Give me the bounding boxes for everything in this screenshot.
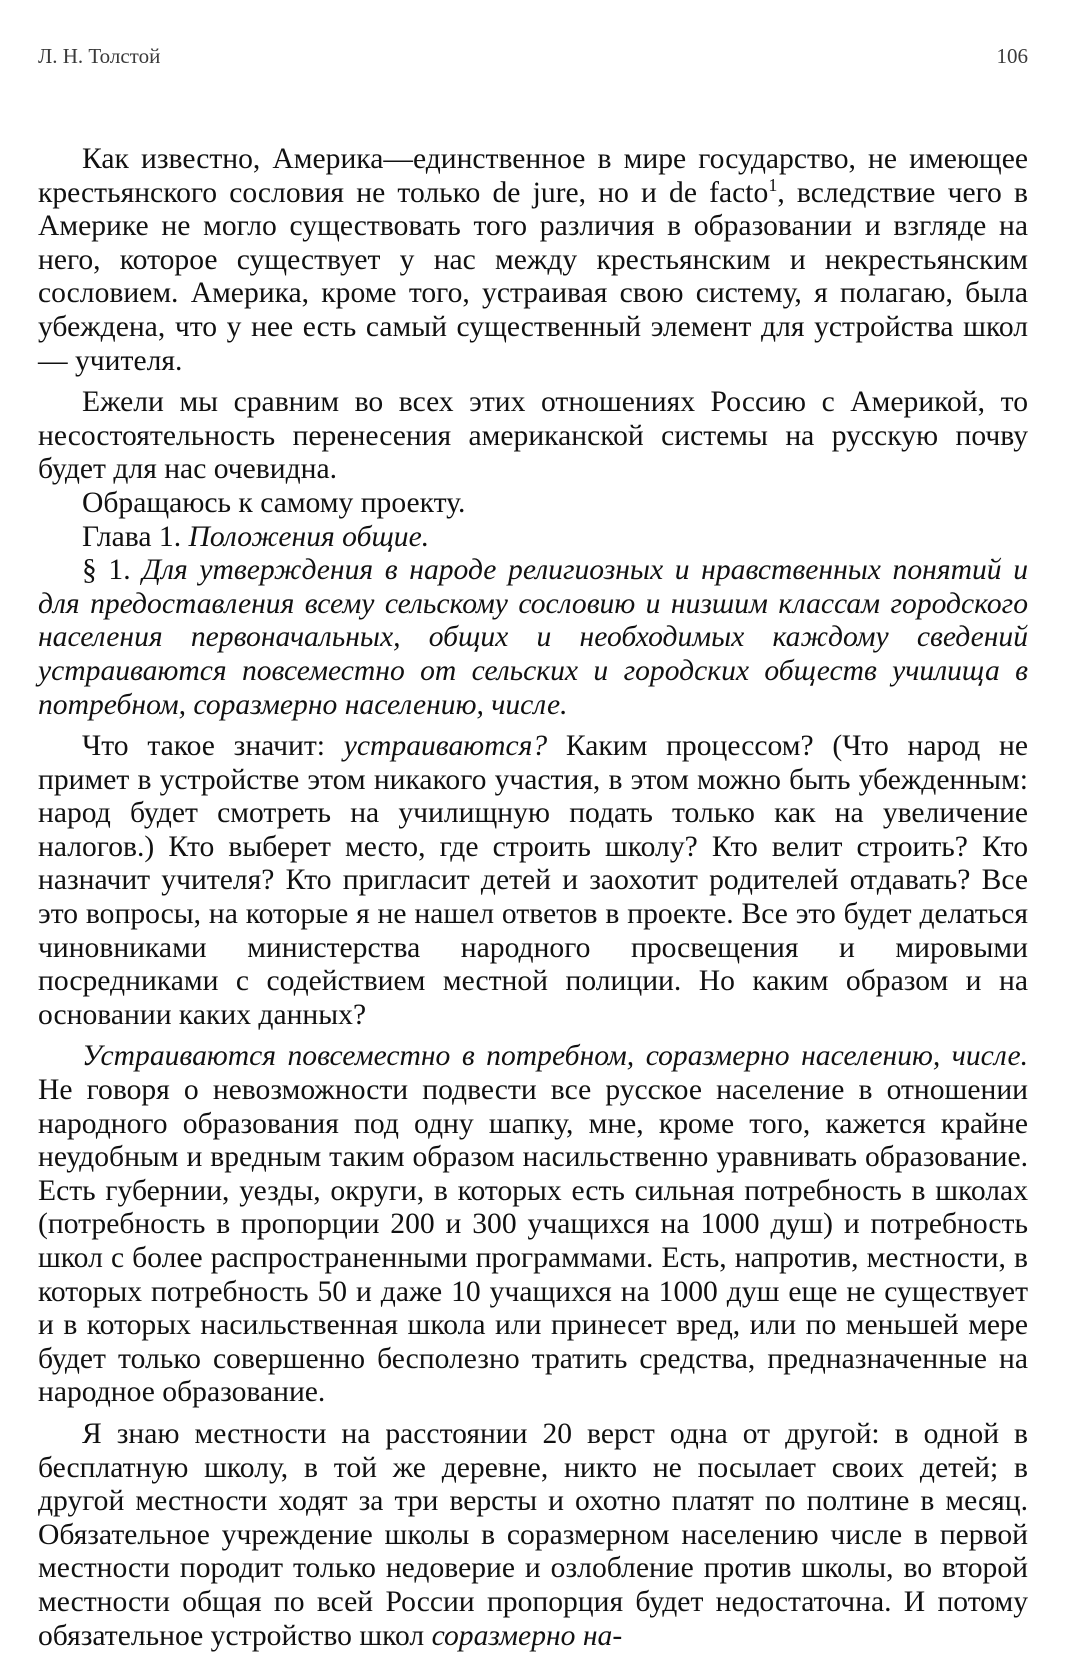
text-run: Каким процессом? (Что народ не примет в устройстве этом никакого участия, в этом можно быть убежденным: народ будет смотреть на училищную подать только как на увеличение налогов.) Кто выберет место, где строить школу? Кто велит строить? Кто назначит учителя? Кто пригласит детей и заохотит родителей отдавать? Все это вопросы, на которые я не нашел ответов в проекте. Все это будет делаться чиновниками министерства народного просвещения и мировыми посредниками с содействием местной полиции. Но каким образом и на основании каких данных? <box>38 730 1028 1031</box>
italic-text: соразмерно на- <box>431 1619 623 1652</box>
paragraph <box>38 1040 1028 1410</box>
paragraph <box>38 386 1028 487</box>
italic-text: устраиваются? <box>343 730 548 763</box>
text-run: Я знаю местности на расстоянии 20 верст одна от другой: в одной в бесплатную школу, в той же деревне, никто не посылает своих детей; в другой местности ходят за три версты и охотно платят по полтине в месяц. Обязательное учреждение школы в соразмерном населению числе в первой местности породит только недоверие и озлобление против школы, во второй местности общая по всей России пропорция будет недостаточна. И потому обязательное устройство школ <box>38 1417 1028 1652</box>
paragraph <box>38 1418 1028 1653</box>
paragraph <box>38 554 1028 722</box>
text-run: Обращаюсь к самому проекту. <box>82 486 466 519</box>
author-name: Л. Н. Толстой <box>38 44 161 68</box>
paragraph <box>38 521 1028 555</box>
text-run: Что такое значит: <box>82 730 344 763</box>
text-run: § 1. <box>82 554 143 587</box>
italic-text: Положения общие. <box>188 520 430 553</box>
italic-text: Устраиваются повсеместно в потребном, соразмерно населению, числе. <box>82 1040 1028 1073</box>
paragraph <box>38 143 1028 378</box>
italic-text: Для утверждения в народе религиозных и нравственных понятий и для предоставления всему сельскому сословию и низшим классам городского населения первоначальных, общих и необходимых каждому сведений устраиваются повсеместно от сельских и городских обществ училища в потребном, соразмерно населению, числе. <box>38 554 1028 721</box>
body-text <box>38 143 1028 1653</box>
page-number: 106 <box>996 44 1028 68</box>
text-run: Ежели мы сравним во всех этих отношениях Россию с Америкой, то несостоятельность перенесения американской системы на русскую почву будет для нас очевидна. <box>38 386 1028 486</box>
paragraph <box>38 730 1028 1032</box>
text-run: , вследствие чего в Америке не могло существовать того различия в образовании и взгляде на него, которое существует у нас между крестьянским и некрестьянским сословием. Америка, кроме того, устраивая свою систему, я полагаю, была убеждена, что у нее есть самый существенный элемент для устройства школ — учителя. <box>38 176 1028 377</box>
text-run: Глава 1. <box>82 520 189 553</box>
text-run: Как известно, Америка—единственное в мире государство, не имеющее крестьянского сословия не только de jure, но и de facto <box>38 143 1028 209</box>
running-head <box>38 44 1028 74</box>
text-run: Не говоря о невозможности подвести все русское население в отношении народного образования под одну шапку, мне, кроме того, кажется крайне неудобным и вредным таким образом насильственно уравнивать образование. Есть губернии, уезды, округи, в которых есть сильная потребность в школах (потребность в пропорции 200 и 300 учащихся на 1000 душ) и потребность школ с более распространенными программами. Есть, напротив, местности, в которых потребность 50 и даже 10 учащихся на 1000 душ еще не существует и в которых насильственная школа или принесет вред, или по меньшей мере будет только совершенно бесполезно тратить средства, предназначенные на народное образование. <box>38 1074 1028 1409</box>
footnote-ref: 1 <box>768 174 778 195</box>
paragraph <box>38 487 1028 521</box>
